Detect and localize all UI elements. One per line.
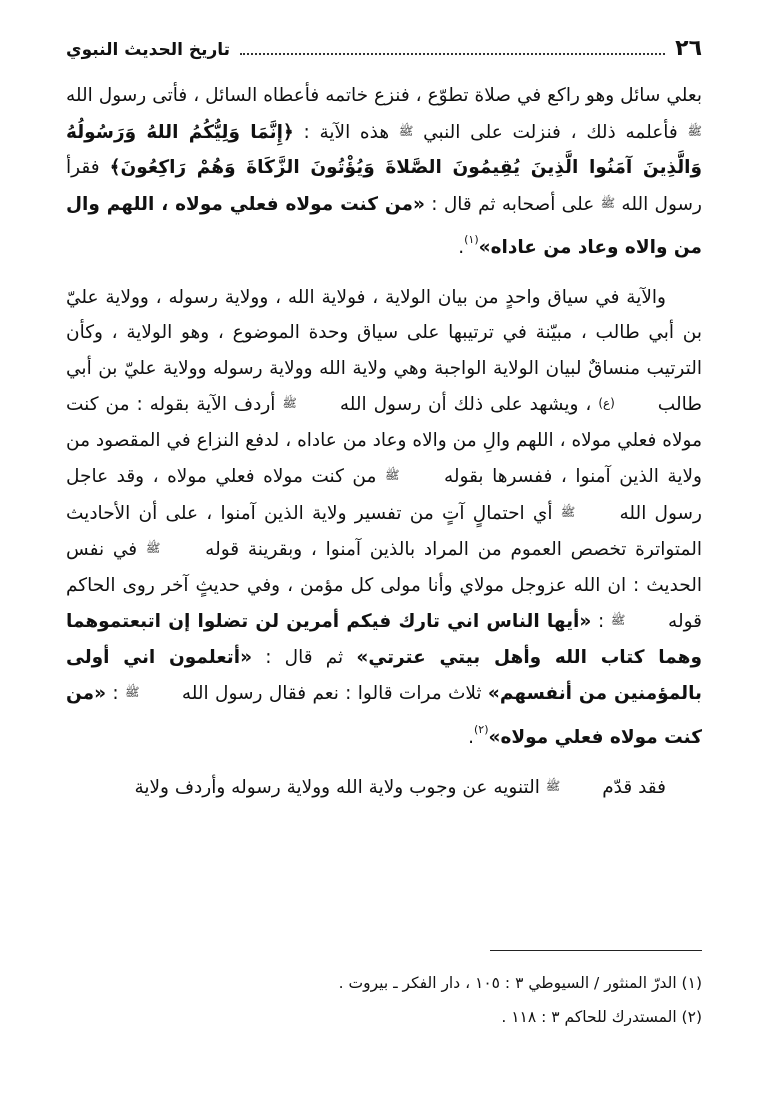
footnote-ref-2: (٢): [473, 722, 489, 736]
salawat-icon: ﷺ: [560, 504, 576, 519]
quran-verse: ﴿إِنَّمَا وَلِيُّكُمُ اللهُ وَرَسُولُهُ وَالَّذِينَ آمَنُوا الَّذِينَ يُقِيمُونَ الصَّلاةَ وَيُؤْتُونَ الزَّكَاةَ وَهُمْ رَاكِعُونَ﴾: [66, 121, 702, 178]
paragraph-1: [66, 78, 702, 266]
text-segment: أردف الآية بقوله : من كنت مولاه فعلي مولاه ، اللهم والِ من والاه وعاد من عاداه ، لدفع النزاع في المقصود من ولاية الذين آمنوا ، ففسرها بقوله: [66, 394, 702, 487]
text-segment: :: [597, 611, 605, 632]
text-segment: التنويه عن وجوب ولاية الله وولاية رسوله وأردف ولاية: [134, 777, 540, 798]
footnote-ref-1: (١): [464, 233, 479, 246]
alayhi-salam-icon: (ع): [598, 396, 615, 410]
text-segment: أي احتمالٍ آتٍ من تفسير ولاية الذين آمنوا ، على أن الأحاديث المتواترة تخصص العموم من المراد بالذين آمنوا ، وبقرينة قوله: [66, 502, 702, 560]
text-segment: في نفس الحديث : ان الله عزوجل مولاي وأنا مولى كل مؤمن ، وفي حديثٍ آخر روى الحاكم قوله: [66, 539, 702, 632]
text-segment: .: [458, 237, 465, 258]
salawat-icon: ﷺ: [610, 613, 626, 627]
salawat-icon: ﷺ: [600, 195, 616, 210]
salawat-icon: ﷺ: [384, 468, 400, 482]
text-segment: .: [468, 726, 474, 748]
text-segment: فقرأ رسول الله: [66, 157, 702, 215]
text-segment: بعلي سائل وهو راكع في صلاة تطوّع ، فنزع خاتمه فأعطاه السائل ، فأتى رسول الله: [66, 85, 702, 106]
salawat-icon: ﷺ: [282, 396, 297, 410]
text-segment: هذه الآية :: [303, 121, 390, 143]
text-segment: فأعلمه ذلك ، فنزلت على النبي: [423, 121, 678, 143]
paragraph-3: [66, 769, 702, 806]
footnotes: [66, 966, 702, 1034]
text-segment: على أصحابه ثم قال :: [431, 193, 595, 215]
body-text: [66, 78, 702, 806]
page-number: ٢٦: [675, 36, 702, 61]
salawat-icon: ﷺ: [125, 685, 140, 699]
text-segment: :: [112, 683, 119, 704]
text-segment: ثم قال :: [265, 646, 344, 668]
salawat-icon: ﷺ: [145, 541, 161, 555]
paragraph-2: [66, 280, 702, 756]
salawat-icon: ﷺ: [545, 779, 561, 793]
text-segment: ، ويشهد على ذلك أن رسول الله: [339, 394, 592, 415]
page-header: [66, 28, 702, 62]
hadith-quote: «من كنت مولاه فعلي مولاه»: [66, 683, 702, 748]
footnote-1: (١) الدرّ المنثور / السيوطي ٣ : ١٠٥ ، دار الفكر ـ بيروت .: [338, 974, 702, 992]
text-segment: والآية في سياق واحدٍ من بيان الولاية ، فولاية الله ، وولاية رسوله ، وولاية عليّ بن أبي طالب ، مبيّنة في ترتيبها على سياق وحدة الموضوع ، وهو الولاية ، وكأن الترتيب منساقٌ لبيان الولاية الواجبة وهي ولاية الله وولاية رسوله وولاية عليّ بن أبي طالب: [66, 286, 702, 415]
salawat-icon: ﷺ: [687, 123, 703, 138]
hadith-quote: «أيها الناس اني تارك فيكم أمرين لن تضلوا إن اتبعتموهما وهما كتاب الله وأهل بيتي عترتي»: [66, 611, 702, 668]
footnote-separator: [490, 950, 702, 951]
salawat-icon: ﷺ: [398, 123, 414, 138]
running-title: تاريخ الحديث النبوي: [66, 40, 231, 60]
footnote-2: (٢) المستدرك للحاكم ٣ : ١١٨ .: [501, 1008, 702, 1026]
text-segment: من كنت مولاه فعلي مولاه ، وقد عاجل رسول الله: [66, 466, 702, 524]
hadith-quote: «أتعلمون اني أولى بالمؤمنين من أنفسهم»: [66, 646, 702, 704]
text-segment: ثلاث مرات قالوا : نعم فقال رسول الله: [181, 683, 482, 704]
text-segment: فقد قدّم: [602, 777, 666, 798]
hadith-quote: «من كنت مولاه فعلي مولاه ، اللهم وال من والاه وعاد من عاداه»: [66, 193, 702, 258]
dotted-leader: [240, 53, 665, 55]
